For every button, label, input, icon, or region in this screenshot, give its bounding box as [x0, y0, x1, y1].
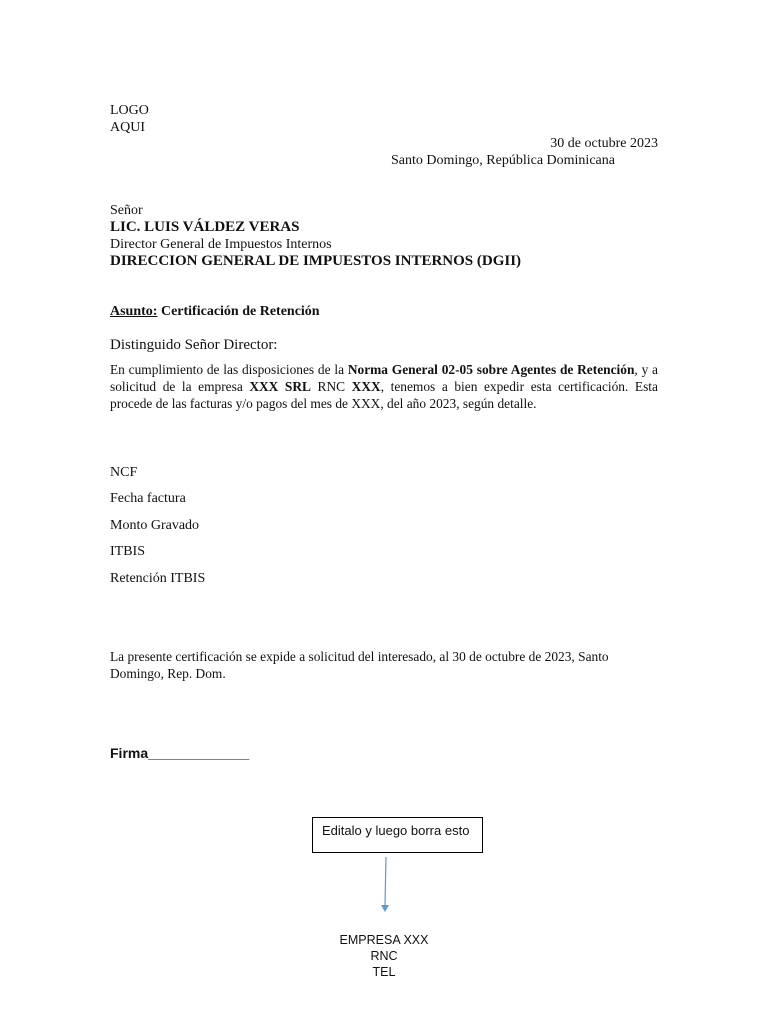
detail-retencion-itbis: Retención ITBIS [110, 571, 206, 586]
recipient-position: Director General de Impuestos Internos [110, 237, 332, 252]
subject-line [110, 303, 320, 320]
footer-tel: TEL [372, 965, 396, 979]
footer-company: EMPRESA XXX [339, 933, 429, 947]
body-text-3: RNC [310, 379, 352, 394]
detail-monto-gravado: Monto Gravado [110, 518, 200, 533]
greeting: Distinguido Señor Director: [110, 337, 278, 353]
recipient-block [110, 202, 521, 270]
logo-line-1: LOGO [110, 103, 149, 118]
detail-ncf: NCF [110, 465, 138, 480]
footer-rnc: RNC [370, 949, 398, 963]
logo-placeholder [110, 102, 149, 136]
letter-location: Santo Domingo, República Dominicana [391, 153, 615, 168]
body-text-4: , tenemos a bien expedir esta certificación. Esta procede de las facturas y/o pagos del mes de XXX, del año 2023, según detalle. [110, 379, 658, 411]
note-box [312, 817, 483, 853]
detail-fecha-factura: Fecha factura [110, 491, 186, 506]
recipient-salutation-title: Señor [110, 203, 143, 218]
note-text: Editalo y luego borra esto [322, 823, 470, 838]
norma-reference: Norma General 02-05 sobre Agentes de Retención [347, 362, 635, 377]
body-text-1: En cumplimiento de las disposiciones de la [110, 362, 348, 377]
subject-text: Certificación de Retención [160, 304, 320, 319]
arrow-down-icon [376, 855, 396, 915]
company-name: XXX SRL [249, 379, 311, 394]
body-text-2: , y a solicitud de la empresa [110, 362, 659, 394]
company-rnc: XXX [351, 379, 381, 394]
signature-line: Firma_____________ [110, 745, 250, 761]
closing-paragraph: La presente certificación se expide a solicitud del interesado, al 30 de octubre de 2023, Santo Domingo, Rep. Dom. [110, 649, 609, 681]
company-footer [300, 932, 468, 980]
recipient-name: LIC. LUIS VÁLDEZ VERAS [110, 219, 300, 235]
body-paragraph [110, 361, 658, 412]
recipient-institution: DIRECCION GENERAL DE IMPUESTOS INTERNOS (DGII) [110, 253, 522, 269]
letter-date: 30 de octubre 2023 [550, 136, 658, 151]
subject-label: Asunto: [110, 304, 158, 319]
logo-line-2: AQUI [110, 120, 145, 135]
detail-itbis: ITBIS [110, 544, 145, 559]
